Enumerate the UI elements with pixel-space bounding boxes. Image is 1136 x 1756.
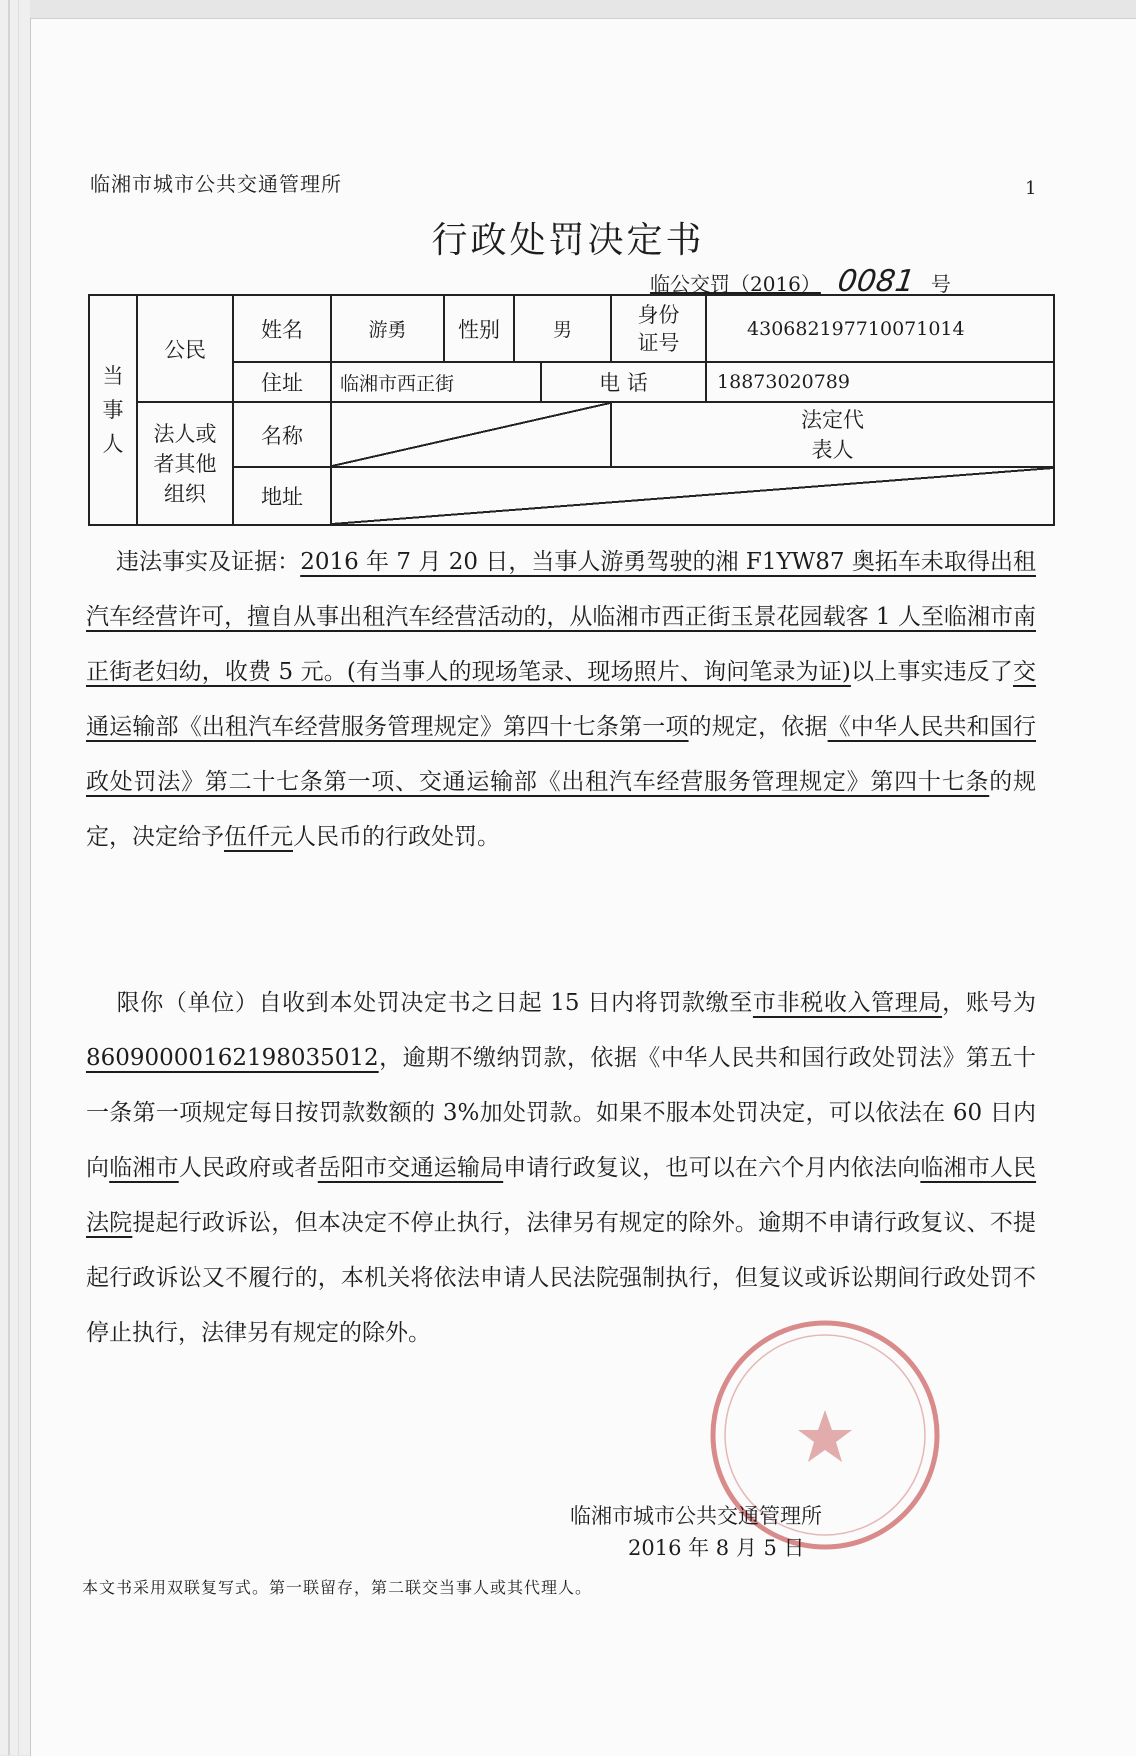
violated-regulation: 交通运输部《出租汽车经营服务管理规定》第四十七条第一项 <box>86 659 1037 740</box>
issuing-organization: 临湘市城市公共交通管理所 <box>90 172 342 196</box>
payment-paragraph <box>86 976 1036 1361</box>
payment-text-6: 提起行政诉讼，但本决定不停止执行，法律另有规定的除外。逾期不申请行政复议、不提起行政诉讼又不履行的，本机关将依法申请人民法院强制执行，但复议或诉讼期间行政处罚不停止执行，法律另有规定的除外。 <box>86 1210 1037 1346</box>
party-info-table <box>88 294 1055 526</box>
org-name-value-struck <box>331 402 611 467</box>
legal-basis: 《中华人民共和国行政处罚法》第二十七条第一项、交通运输部《出租汽车经营服务管理规定》第四十七条 <box>86 714 1037 795</box>
government-name: 临湘市 <box>109 1155 179 1181</box>
document-page <box>30 18 1136 1756</box>
footnote: 本文书采用双联复写式。第一联留存，第二联交当事人或其代理人。 <box>82 1578 593 1597</box>
id-value: 430682197710071014 <box>706 295 1054 362</box>
org-name-label: 名称 <box>233 402 331 467</box>
address-label: 住址 <box>233 362 331 402</box>
seal-star <box>798 1410 852 1462</box>
payment-text-1: 限你（单位）自收到本处罚决定书之日起 15 日内将罚款缴至 <box>116 990 753 1016</box>
doc-number-prefix: 临公交罚（2016） <box>650 272 821 296</box>
review-organization: 岳阳市交通运输局 <box>317 1155 504 1181</box>
name-value: 游勇 <box>331 295 444 362</box>
facts-connector-3: 的规定，决定给予 <box>86 769 1037 850</box>
payment-text-3: ，逾期不缴纳罚款，依据《中华人民共和国行政处罚法》第五十一条第一项规定每日按罚款数额的 3%加处罚款。如果不服本处罚决定，可以依法在 60 日内向 <box>86 1045 1036 1181</box>
signature-date: 2016 年 8 月 5 日 <box>628 1536 805 1560</box>
id-label: 身份证号 <box>611 295 706 362</box>
gender-label: 性别 <box>444 295 514 362</box>
page-edge <box>0 0 30 1755</box>
phone-value: 18873020789 <box>706 362 1054 402</box>
payment-text-5: 申请行政复议，也可以在六个月内依法向 <box>503 1155 921 1181</box>
org-address-label: 地址 <box>233 467 331 525</box>
payment-text-4: 人民政府或者 <box>178 1155 318 1181</box>
violation-facts-paragraph <box>86 535 1036 865</box>
signature-organization: 临湘市城市公共交通管理所 <box>570 1504 822 1528</box>
address-value: 临湘市西正街 <box>331 362 541 402</box>
legal-rep-label: 法定代表人 <box>611 402 1054 467</box>
facts-connector-4: 人民币的行政处罚。 <box>293 824 500 850</box>
doc-number-suffix: 号 <box>930 272 951 296</box>
gender-value: 男 <box>514 295 611 362</box>
org-address-value-struck <box>331 467 1054 525</box>
payment-text-2: ，账号为 <box>942 990 1037 1016</box>
document-title: 行政处罚决定书 <box>431 220 705 261</box>
document-number <box>650 264 951 299</box>
facts-connector-2: 的规定，依据 <box>688 714 828 740</box>
court-name: 临湘市人民法院 <box>86 1155 1037 1236</box>
penalty-amount: 伍仟元 <box>224 824 293 850</box>
account-number: 86090000162198035012 <box>86 1045 379 1071</box>
doc-number-handwritten: 0081 <box>819 269 933 296</box>
facts-label: 违法事实及证据： <box>116 549 301 575</box>
citizen-label: 公民 <box>137 295 233 402</box>
payment-bureau: 市非税收入管理局 <box>752 990 943 1016</box>
page-number: 1 <box>1025 178 1037 199</box>
facts-connector: 以上事实违反了 <box>850 659 1014 685</box>
phone-label: 电 话 <box>541 362 706 402</box>
facts-text: 2016 年 7 月 20 日，当事人游勇驾驶的湘 F1YW87 奥拓车未取得出租汽车经营许可，擅自从事出租汽车经营活动的，从临湘市西正街玉景花园载客 1 人至临湘市南正街老妇幼，收费 5 元。(有当事人的现场笔录、现场照片、询问笔录为证) <box>86 549 1037 685</box>
name-label: 姓名 <box>233 295 331 362</box>
party-label: 当事人 <box>89 295 137 525</box>
org-label: 法人或者其他组织 <box>137 402 233 525</box>
